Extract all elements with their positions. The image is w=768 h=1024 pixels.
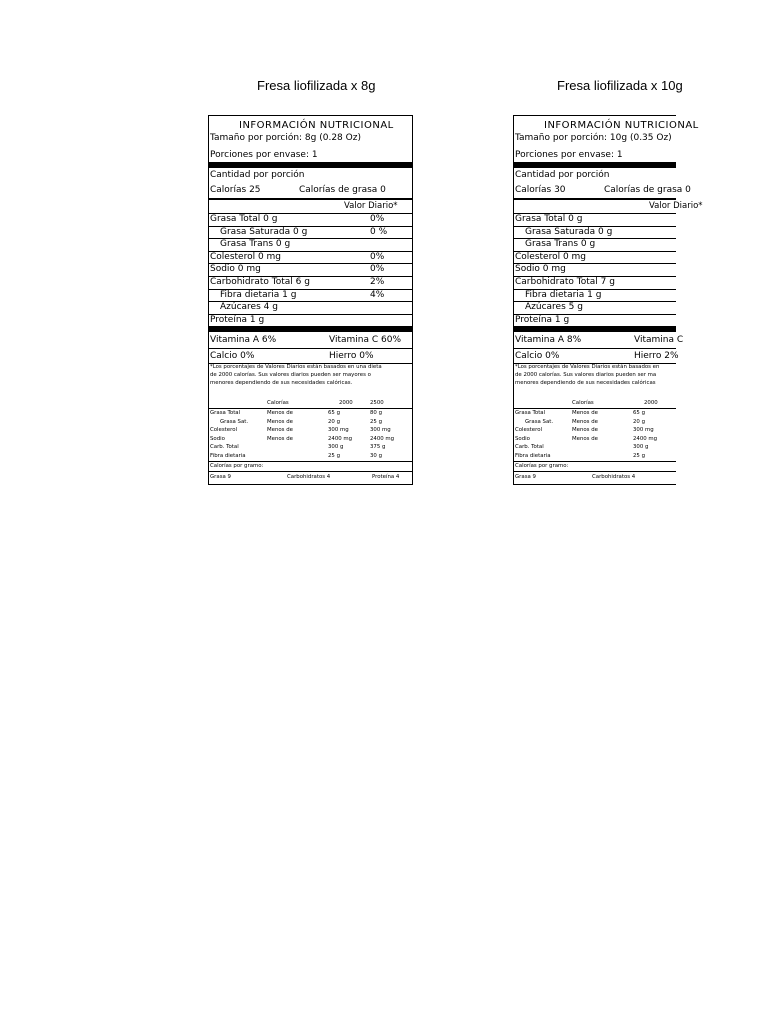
reference-cell: Menos de [572, 418, 598, 425]
reference-cell: 30 g [370, 452, 382, 459]
reference-row [514, 410, 676, 418]
reference-cell: 25 g [328, 452, 340, 459]
reference-cell: Menos de [267, 410, 293, 416]
nutrient-name: Carbohidrato Total 6 g [210, 277, 310, 287]
label-header [514, 118, 699, 132]
reference-cell: 300 g [328, 444, 344, 450]
nutrient-percent: 2% [370, 277, 385, 287]
nutrient-row [514, 226, 676, 240]
nutrient-name: Fibra dietaria 1 g [220, 289, 297, 300]
reference-cell: 375 g [370, 444, 386, 450]
reference-cell: Menos de [572, 427, 598, 433]
amount-per-serving [514, 169, 676, 182]
nutrient-percent: 0% [370, 251, 385, 262]
vitamins-row [209, 332, 412, 349]
reference-cell: Grasa Sat. [525, 418, 554, 425]
nutrient-row [514, 263, 676, 277]
reference-row [514, 453, 676, 462]
reference-cell: 65 g [328, 410, 340, 416]
reference-cell: 25 g [633, 452, 645, 459]
calories-row [514, 182, 691, 199]
per-gram-row [514, 471, 676, 481]
nutrient-row [209, 238, 412, 252]
reference-row [209, 453, 412, 462]
per-gram-item: Grasa 9 [210, 474, 231, 480]
nutrient-row [209, 213, 412, 227]
servings-text: Porciones por envase: 1 [210, 150, 318, 160]
reference-row [209, 427, 412, 435]
reference-cell: Colesterol [515, 427, 543, 433]
nutrient-row [209, 301, 412, 315]
nutrient-name: Colesterol 0 mg [515, 251, 587, 262]
nutrient-row [514, 213, 676, 227]
daily-value-header [514, 200, 703, 214]
calories-per-gram: Calorías por gramo: [515, 463, 569, 469]
iron-text: Hierro 2% [634, 351, 679, 361]
serving-size [209, 132, 412, 145]
nutrient-row [514, 289, 676, 303]
footnote-line: de 2000 calorías. Sus valores diarios pueden ser ma [515, 372, 657, 378]
nutrient-row [209, 314, 412, 327]
reference-cell: Colesterol [210, 427, 238, 433]
serving-size-text: Tamaño por porción: 10g (0.35 Oz) [515, 133, 672, 143]
vitamin-a-text: Vitamina A 8% [515, 335, 582, 345]
per-gram-item: Proteína 4 [372, 474, 400, 480]
nutrient-name: Grasa Saturada 0 g [525, 226, 613, 237]
vitamin-a-text: Vitamina A 6% [210, 335, 277, 345]
reference-cell: 80 g [370, 410, 382, 416]
reference-row [209, 436, 412, 444]
amount-per-serving [209, 169, 412, 182]
nutrient-name: Proteína 1 g [515, 314, 570, 325]
reference-col-header: 2000 [339, 400, 353, 406]
reference-cell: 2400 mg [370, 435, 395, 442]
calories-fat-text: Calorías de grasa 0 [604, 185, 691, 195]
nutrition-label [208, 115, 413, 485]
nutrient-name: Grasa Saturada 0 g [220, 226, 308, 237]
nutrient-name: Grasa Total 0 g [515, 214, 583, 224]
nutrient-name: Grasa Trans 0 g [525, 239, 596, 250]
nutrient-percent: 0% [370, 264, 385, 275]
footnote-line: de 2000 calorías. Sus valores diarios pueden ser mayores o [210, 372, 371, 378]
nutrition-label [513, 115, 703, 485]
reference-cell: 20 g [328, 418, 340, 425]
reference-cell: Menos de [267, 435, 293, 442]
calories-fat-text: Calorías de grasa 0 [299, 185, 386, 195]
nutrient-name: Azúcares 4 g [220, 302, 278, 313]
reference-cell: Grasa Total [210, 410, 241, 416]
calories-text: Calorías 25 [210, 185, 261, 195]
reference-row [209, 444, 412, 452]
reference-header [209, 399, 412, 409]
nutrient-name: Colesterol 0 mg [210, 251, 282, 262]
amount-text: Cantidad por porción [515, 170, 610, 180]
serving-size-text: Tamaño por porción: 8g (0.28 Oz) [210, 133, 361, 143]
reference-cell: Fibra dietaria [515, 452, 551, 459]
calcium-text: Calcio 0% [515, 351, 560, 361]
vitamin-c-text: Vitamina C 60% [329, 335, 401, 345]
reference-row [514, 427, 676, 435]
reference-cell: 300 mg [328, 427, 349, 433]
footnote-line: menores dependiendo de sus necesidades calóricas. [210, 380, 353, 386]
reference-col-header: 2000 [644, 400, 658, 406]
per-gram-row [209, 471, 412, 481]
per-gram-item: Carbohidratos 4 [287, 474, 331, 480]
nutrient-row [514, 251, 676, 265]
nutrient-name: Sodio 0 mg [515, 264, 566, 275]
serving-size [514, 132, 676, 145]
reference-col-header: Calorías [267, 400, 289, 406]
daily-value-text: Valor Diario* [344, 201, 398, 211]
servings-text: Porciones por envase: 1 [515, 150, 623, 160]
header-text: INFORMACIÓN NUTRICIONAL [544, 120, 699, 131]
nutrient-name: Sodio 0 mg [210, 264, 261, 275]
reference-cell: Menos de [267, 418, 293, 425]
reference-cell: 300 g [633, 444, 649, 450]
nutrient-name: Carbohidrato Total 7 g [515, 277, 615, 287]
calories-per-gram: Calorías por gramo: [210, 463, 264, 469]
reference-cell: Carb. Total [210, 444, 239, 450]
nutrient-row [209, 226, 412, 240]
nutrient-row [209, 289, 412, 303]
nutrient-row [514, 276, 676, 290]
reference-row [514, 419, 676, 427]
minerals-row [209, 348, 412, 364]
reference-header [514, 399, 676, 409]
reference-cell: Carb. Total [515, 444, 544, 450]
reference-cell: 2400 mg [328, 435, 353, 442]
reference-col-header: Calorías [572, 400, 594, 406]
footnote-line: menores dependiendo de sus necesidades calóricas [515, 380, 656, 386]
reference-cell: Sodio [210, 435, 225, 442]
per-gram-item: Carbohidratos 4 [592, 474, 636, 480]
reference-cell: Fibra dietaria [210, 452, 246, 459]
reference-cell: 300 mg [633, 427, 654, 433]
reference-cell: Menos de [572, 435, 598, 442]
minerals-row [514, 348, 679, 364]
reference-col-header: 2500 [370, 400, 384, 406]
nutrient-name: Azúcares 5 g [525, 302, 583, 313]
reference-row [209, 410, 412, 418]
reference-cell: Grasa Total [515, 410, 546, 416]
calories-text: Calorías 30 [515, 185, 566, 195]
vitamins-row [514, 332, 684, 349]
reference-cell: Menos de [572, 410, 598, 416]
reference-cell: Sodio [515, 435, 530, 442]
nutrient-row [514, 238, 676, 252]
nutrient-name: Proteína 1 g [210, 314, 265, 325]
thick-divider [514, 162, 676, 168]
reference-cell: Menos de [267, 427, 293, 433]
reference-row [514, 444, 676, 452]
reference-row [209, 419, 412, 427]
nutrient-name: Fibra dietaria 1 g [525, 289, 602, 300]
daily-value-text: Valor Diario* [649, 201, 703, 211]
amount-text: Cantidad por porción [210, 170, 305, 180]
nutrient-percent: 4% [370, 289, 385, 300]
servings-per-container [514, 149, 676, 162]
label-title: Fresa liofilizada x 8g [257, 78, 376, 93]
nutrient-name: Grasa Total 0 g [210, 214, 278, 224]
vitamin-c-text: Vitamina C [634, 335, 684, 345]
nutrient-row [514, 301, 676, 315]
reference-cell: 20 g [633, 418, 645, 425]
servings-per-container [209, 149, 412, 162]
nutrient-row [209, 251, 412, 265]
calcium-text: Calcio 0% [210, 351, 255, 361]
thick-divider [209, 162, 412, 168]
label-title: Fresa liofilizada x 10g [557, 78, 683, 93]
reference-row [514, 436, 676, 444]
reference-cell: Grasa Sat. [220, 418, 249, 425]
nutrient-row [209, 276, 412, 290]
reference-cell: 25 g [370, 418, 382, 425]
nutrient-row [209, 263, 412, 277]
nutrient-name: Grasa Trans 0 g [220, 239, 291, 250]
label-header [209, 118, 412, 132]
reference-cell: 65 g [633, 410, 645, 416]
per-gram-item: Grasa 9 [515, 474, 536, 480]
footnote-line: *Los porcentajes de Valores Diarios están basados en [515, 364, 660, 370]
reference-cell: 300 mg [370, 427, 391, 433]
daily-value-header [209, 200, 412, 214]
nutrient-row [514, 314, 676, 327]
reference-cell: 2400 mg [633, 435, 658, 442]
nutrient-percent: 0% [370, 214, 385, 224]
calories-row [209, 182, 412, 199]
iron-text: Hierro 0% [329, 351, 374, 361]
footnote-line: *Los porcentajes de Valores Diarios están basados en una dieta [210, 364, 382, 370]
header-text: INFORMACIÓN NUTRICIONAL [239, 120, 394, 131]
nutrient-percent: 0 % [370, 226, 388, 237]
